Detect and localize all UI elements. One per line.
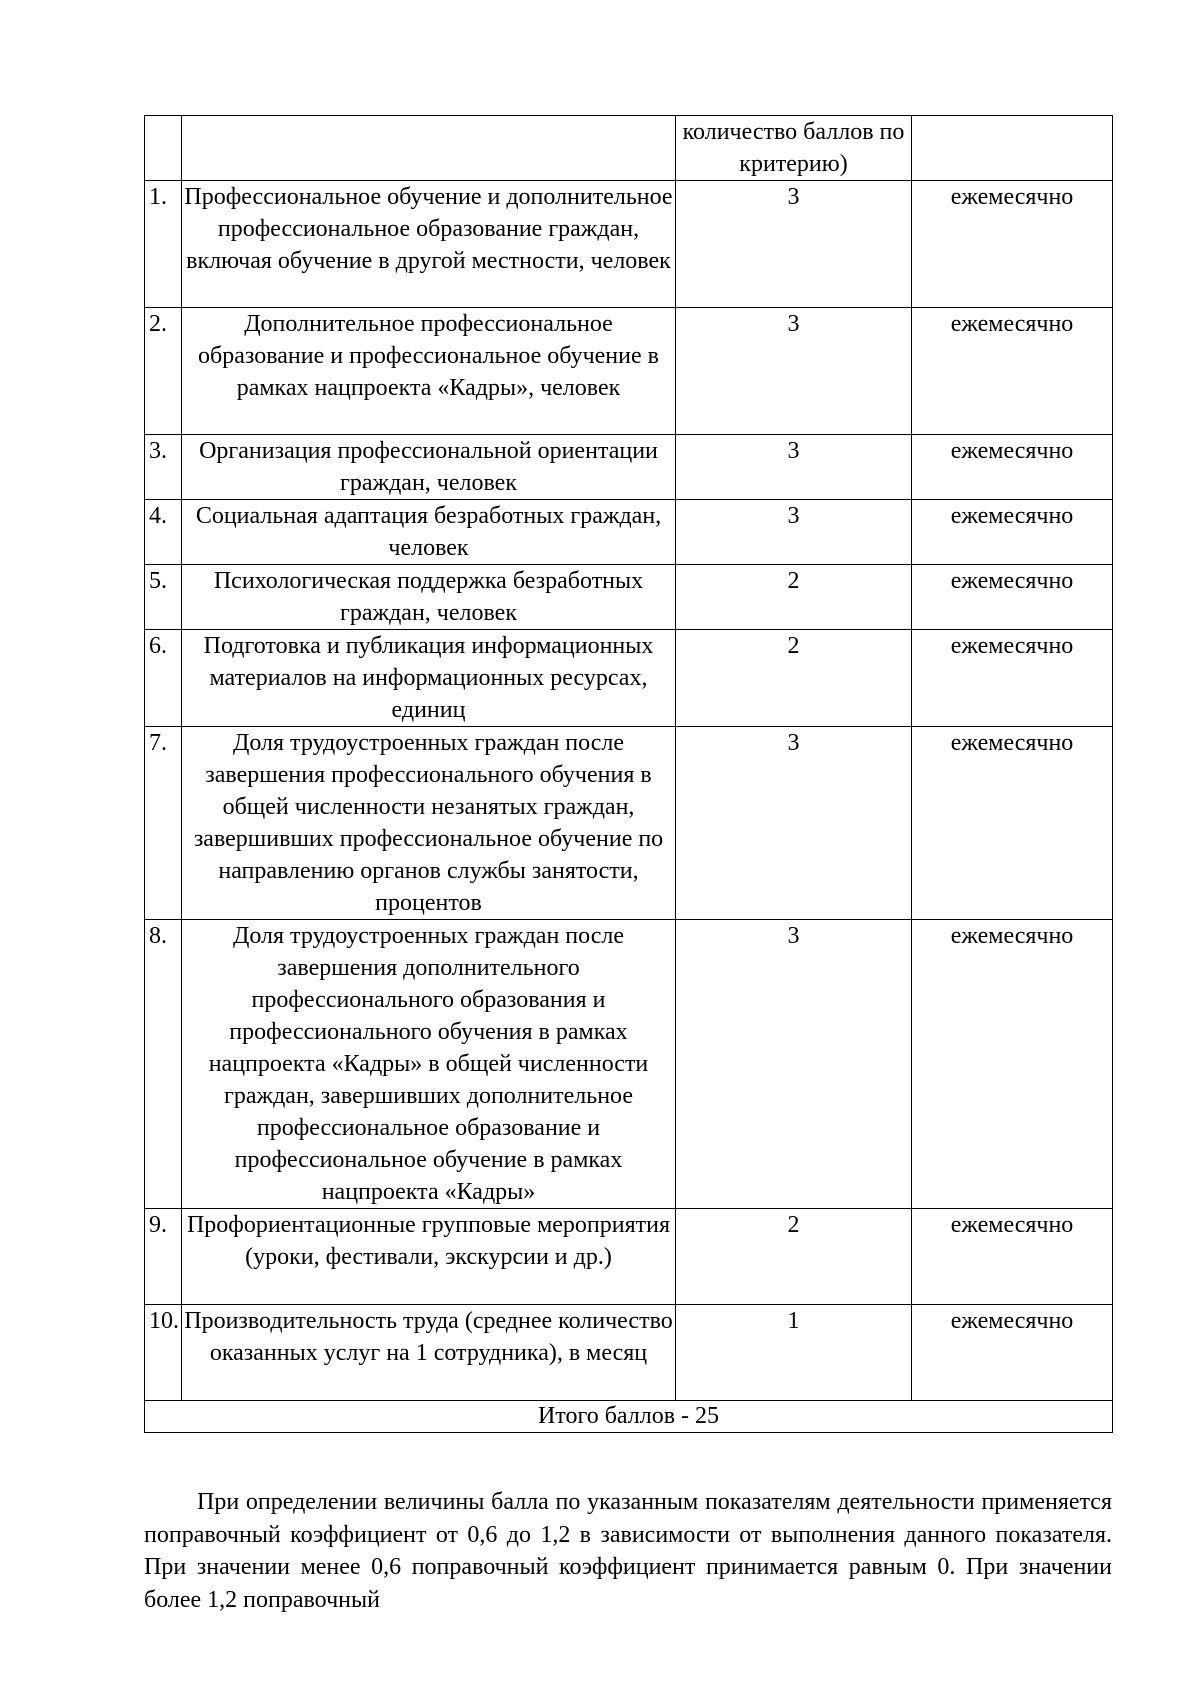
row-number: 4. [145, 500, 182, 565]
table-row [145, 181, 1113, 308]
table-header-row [145, 116, 1113, 181]
row-number: 5. [145, 565, 182, 630]
row-points: 3 [676, 181, 912, 308]
table-row [145, 500, 1113, 565]
row-points: 3 [676, 727, 912, 920]
row-criterion: Доля трудоустроенных граждан после завершения профессионального обучения в общей численности незанятых граждан, завершивших профессиональное обучение по направлению органов службы занятости, процентов [182, 727, 676, 920]
row-points: 1 [676, 1305, 912, 1401]
row-frequency: ежемесячно [912, 630, 1113, 727]
row-frequency: ежемесячно [912, 308, 1113, 435]
row-number: 1. [145, 181, 182, 308]
row-frequency: ежемесячно [912, 181, 1113, 308]
row-criterion: Организация профессиональной ориентации граждан, человек [182, 435, 676, 500]
table-row [145, 1209, 1113, 1305]
row-criterion: Психологическая поддержка безработных граждан, человек [182, 565, 676, 630]
total-score: Итого баллов - 25 [145, 1401, 1113, 1433]
row-number: 6. [145, 630, 182, 727]
row-criterion: Доля трудоустроенных граждан после завершения дополнительного профессионального образования и профессионального обучения в рамках нацпроекта «Кадры» в общей численности граждан, завершивших дополнительное профессиональное образование и профессиональное обучение в рамках нацпроекта «Кадры» [182, 920, 676, 1209]
row-points: 3 [676, 435, 912, 500]
criteria-table [144, 115, 1113, 1433]
row-number: 3. [145, 435, 182, 500]
header-points-cell: количество баллов по критерию) [676, 116, 912, 181]
row-points: 3 [676, 500, 912, 565]
row-number: 10. [145, 1305, 182, 1401]
row-frequency: ежемесячно [912, 435, 1113, 500]
row-number: 2. [145, 308, 182, 435]
row-criterion: Профессиональное обучение и дополнительное профессиональное образование граждан, включая обучение в другой местности, человек [182, 181, 676, 308]
row-number: 7. [145, 727, 182, 920]
row-criterion: Профориентационные групповые мероприятия (уроки, фестивали, экскурсии и др.) [182, 1209, 676, 1305]
row-criterion: Подготовка и публикация информационных материалов на информационных ресурсах, единиц [182, 630, 676, 727]
row-frequency: ежемесячно [912, 920, 1113, 1209]
row-criterion: Социальная адаптация безработных граждан, человек [182, 500, 676, 565]
row-points: 2 [676, 1209, 912, 1305]
header-name-cell [182, 116, 676, 181]
table-row [145, 565, 1113, 630]
row-points: 3 [676, 308, 912, 435]
row-points: 2 [676, 565, 912, 630]
row-number: 9. [145, 1209, 182, 1305]
table-row [145, 630, 1113, 727]
row-frequency: ежемесячно [912, 1209, 1113, 1305]
body-paragraph: При определении величины балла по указанным показателям деятельности применяется поправочный коэффициент от 0,6 до 1,2 в зависимости от выполнения данного показателя. При значении менее 0,6 поправочный коэффициент принимается равным 0. При значении более 1,2 поправочный [144, 1489, 1112, 1613]
row-number: 8. [145, 920, 182, 1209]
row-frequency: ежемесячно [912, 500, 1113, 565]
table-row [145, 920, 1113, 1209]
header-num-cell [145, 116, 182, 181]
row-frequency: ежемесячно [912, 565, 1113, 630]
table-total-row [145, 1401, 1113, 1433]
row-points: 3 [676, 920, 912, 1209]
table-row [145, 727, 1113, 920]
row-criterion: Производительность труда (среднее количество оказанных услуг на 1 сотрудника), в месяц [182, 1305, 676, 1401]
row-criterion: Дополнительное профессиональное образование и профессиональное обучение в рамках нацпроекта «Кадры», человек [182, 308, 676, 435]
table-row [145, 1305, 1113, 1401]
row-frequency: ежемесячно [912, 727, 1113, 920]
header-frequency-cell [912, 116, 1113, 181]
table-row [145, 308, 1113, 435]
row-points: 2 [676, 630, 912, 727]
table-row [145, 435, 1113, 500]
row-frequency: ежемесячно [912, 1305, 1113, 1401]
